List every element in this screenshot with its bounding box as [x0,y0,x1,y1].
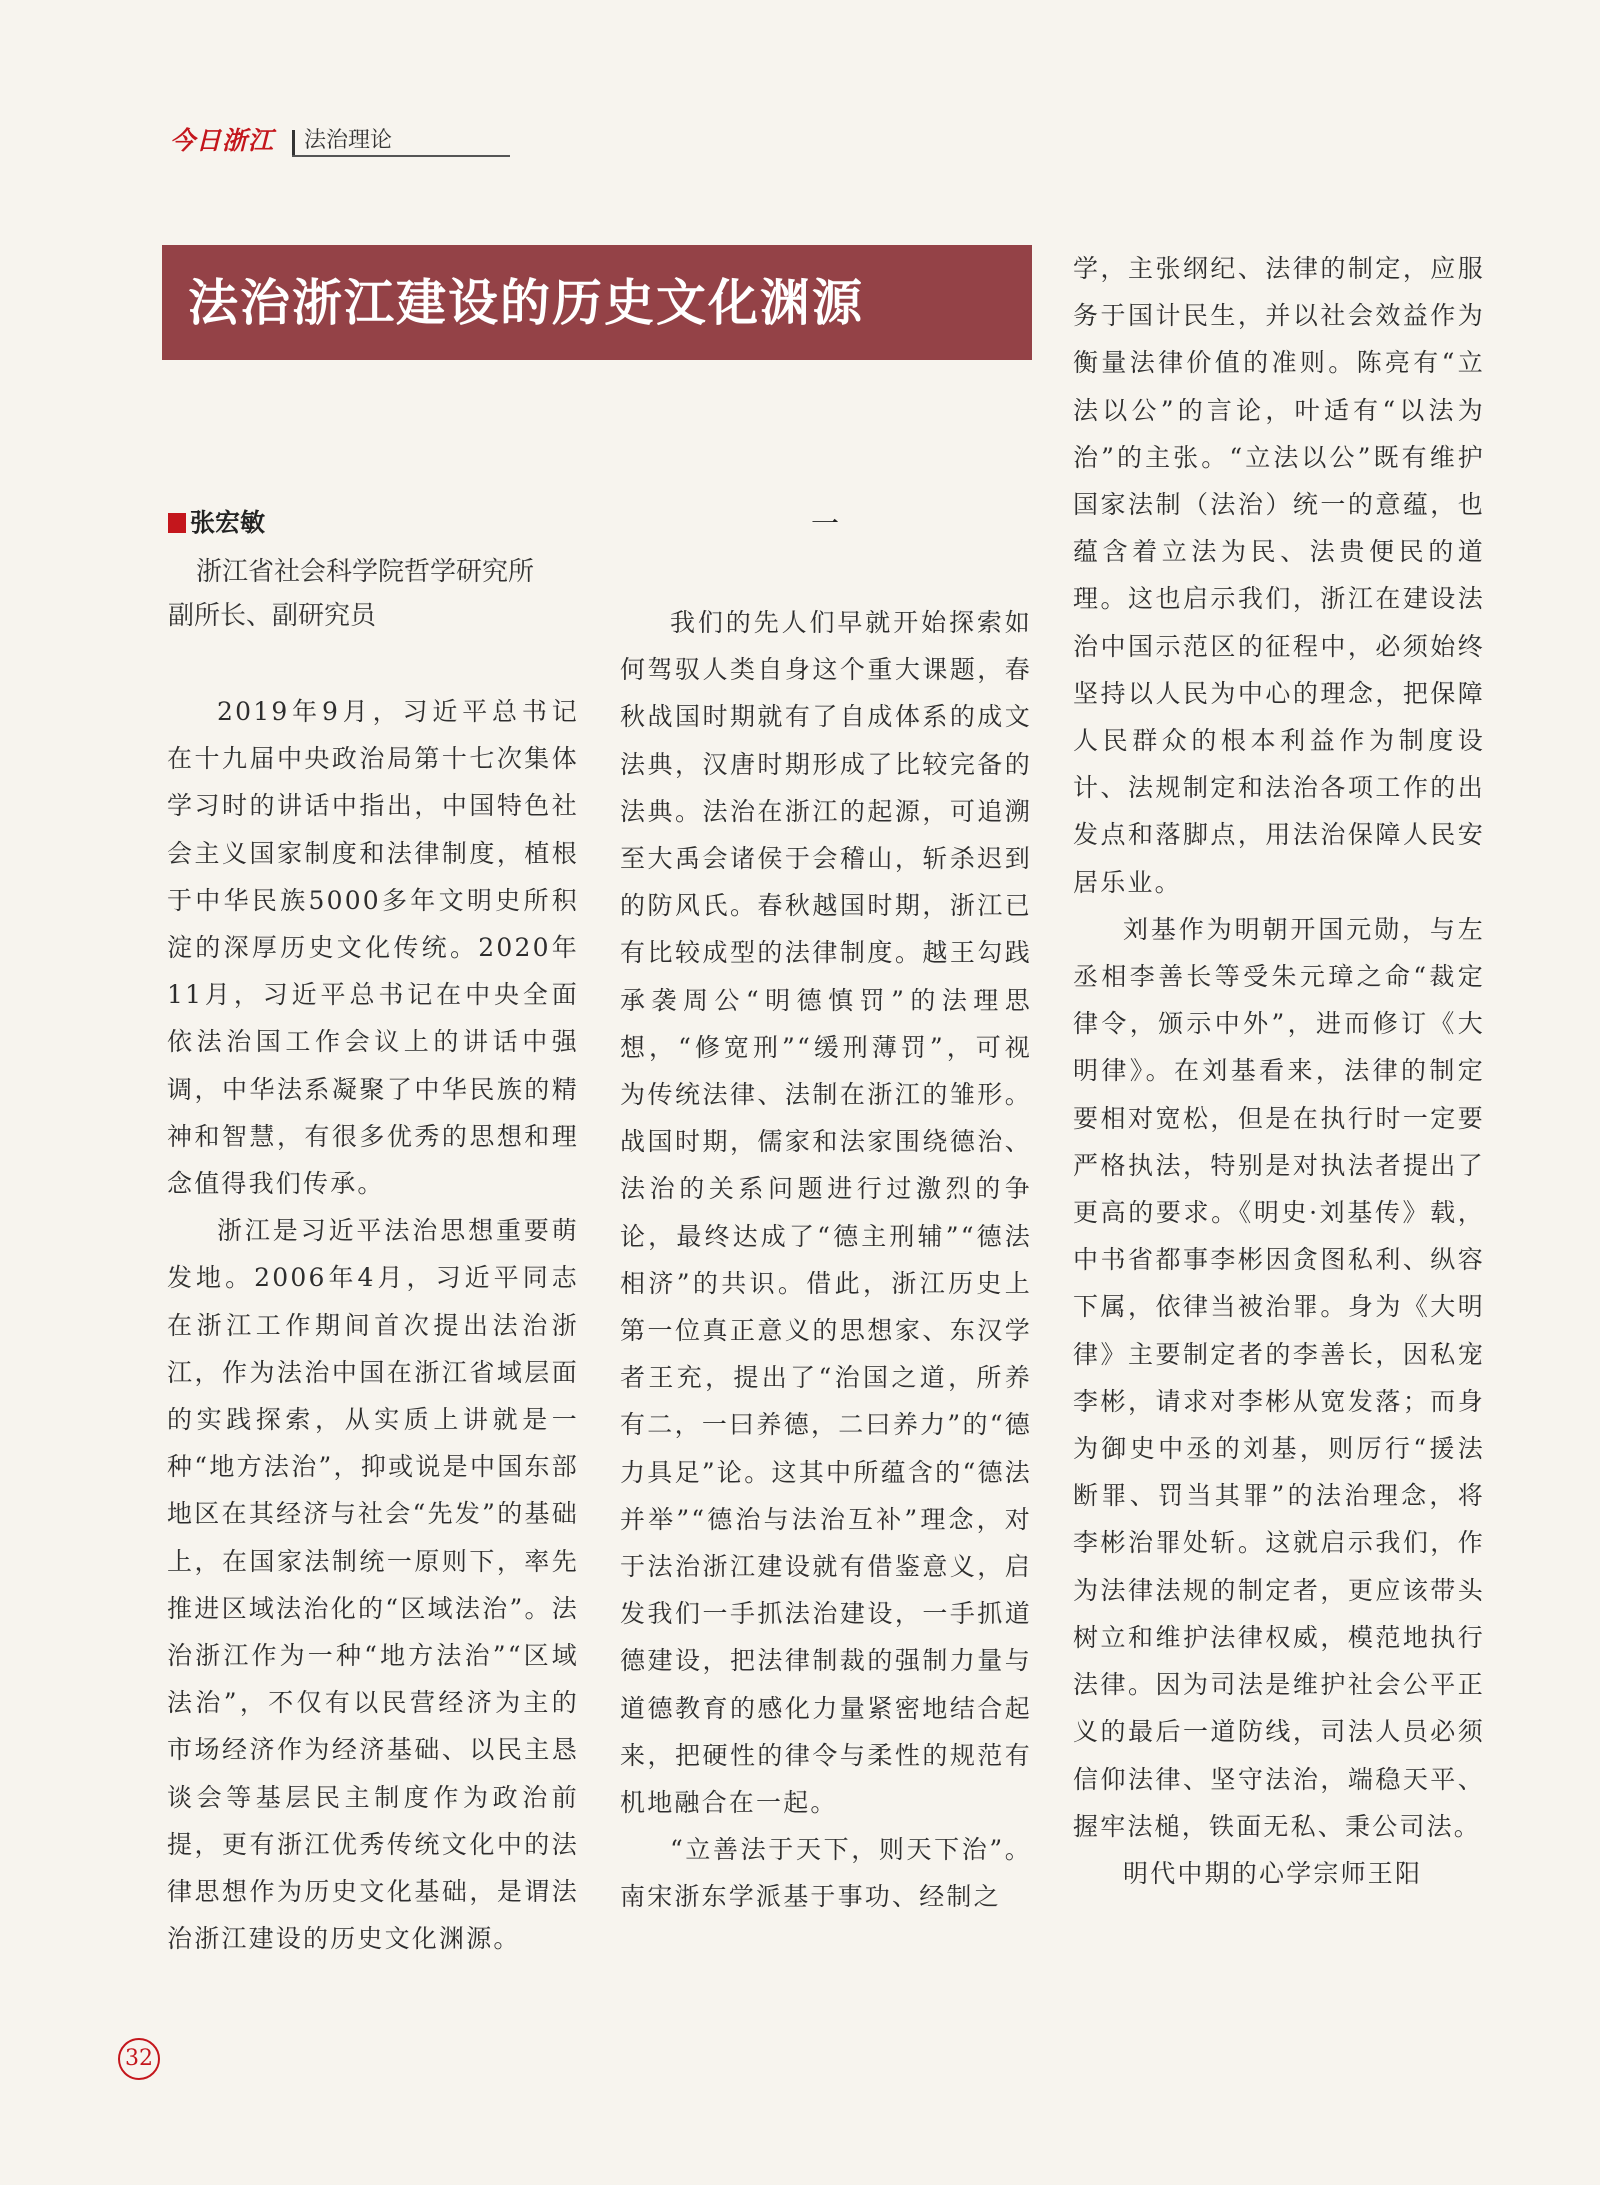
text-column-1 [167,688,579,1962]
red-square-marker [168,513,186,533]
affiliation-line-2: 副所长、副研究员 [168,601,377,631]
section-number: 一 [810,507,839,540]
author-affiliation [168,550,588,638]
author-name: 张宏敏 [190,508,266,537]
paragraph: 明代中期的心学宗师王阳 [1123,1858,1423,1888]
running-header [170,126,510,156]
section-label: 法治理论 [304,128,393,153]
paragraph: 刘基作为明朝开国元勋，与左丞相李善长等受朱元璋之命“裁定律令，颁示中外”，进而修订《大明律》。在刘基看来，法律的制定要相对宽松，但是在执行时一定要严格执法，特别是对执法者提出了更高的要求。《明史·刘基传》载，中书省都事李彬因贪图私利、纵容下属，依律当被治罪。身为《大明律》主要制定者的李善长，因私宠李彬，请求对李彬从宽发落；而身为御史中丞的刘基，则厉行“援法断罪、罚当其罪”的法治理念，将李彬治罪处斩。这就启示我们，作为法律法规的制定者，更应该带头树立和维护法律权威，模范地执行法律。因为司法是维护社会公平正义的最后一道防线，司法人员必须信仰法律、坚守法治，端稳天平、握牢法槌，铁面无私、秉公司法。 [1073,914,1485,1841]
header-divider [292,130,295,155]
text-column-2 [620,599,1032,1921]
paragraph: 浙江是习近平法治思想重要萌发地。2006年4月，习近平同志在浙江工作期间首次提出法治浙江，作为法治中国在浙江省域层面的实践探索，从实质上讲就是一种“地方法治”，抑或说是中国东部地区在其经济与社会“先发”的基础上，在国家法制统一原则下，率先推进区域法治化的“区域法治”。法治浙江作为一种“地方法治”“区域法治”，不仅有以民营经济为主的市场经济作为经济基础、以民主恳谈会等基层民主制度作为政治前提，更有浙江优秀传统文化中的法律思想作为历史文化基础，是谓法治浙江建设的历史文化渊源。 [167,1216,579,1954]
affiliation-line-1: 浙江省社会科学院哲学研究所 [196,557,535,587]
magazine-logo: 今日浙江 [170,126,275,155]
header-underline [292,155,510,157]
paragraph: 学，主张纲纪、法律的制定，应服务于国计民生，并以社会效益作为衡量法律价值的准则。陈亮有“立法以公”的言论，叶适有“以法为治”的主张。“立法以公”既有维护国家法制（法治）统一的意蕴，也蕴含着立法为民、法贵便民的道理。这也启示我们，浙江在建设法治中国示范区的征程中，必须始终坚持以人民为中心的理念，把保障人民群众的根本利益作为制度设计、法规制定和法治各项工作的出发点和落脚点，用法治保障人民安居乐业。 [1073,254,1485,897]
paragraph: “立善法于天下，则天下治”。南宋浙东学派基于事功、经制之 [620,1835,1032,1912]
title-banner [162,245,1032,360]
page-number: 32 [118,2038,160,2080]
paragraph: 2019年9月，习近平总书记在十九届中央政治局第十七次集体学习时的讲话中指出，中国特色社会主义国家制度和法律制度，植根于中华民族5000多年文明史所积淀的深厚历史文化传统。2020年11月，习近平总书记在中央全面依法治国工作会议上的讲话中强调，中华法系凝聚了中华民族的精神和智慧，有很多优秀的思想和理念值得我们传承。 [167,697,579,1199]
article-title: 法治浙江建设的历史文化渊源 [188,273,864,332]
paragraph: 我们的先人们早就开始探索如何驾驭人类自身这个重大课题，春秋战国时期就有了自成体系的成文法典，汉唐时期形成了比较完备的法典。法治在浙江的起源，可追溯至大禹会诸侯于会稽山，斩杀迟到的防风氏。春秋越国时期，浙江已有比较成型的法律制度。越王勾践承袭周公“明德慎罚”的法理思想，“修宽刑”“缓刑薄罚”，可视为传统法律、法制在浙江的雏形。战国时期，儒家和法家围绕德治、法治的关系问题进行过激烈的争论，最终达成了“德主刑辅”“德法相济”的共识。借此，浙江历史上第一位真正意义的思想家、东汉学者王充，提出了“治国之道，所养有二，一曰养德，二曰养力”的“德力具足”论。这其中所蕴含的“德法并举”“德治与法治互补”理念，对于法治浙江建设就有借鉴意义，启发我们一手抓法治建设，一手抓道德建设，把法律制裁的强制力量与道德教育的感化力量紧密地结合起来，把硬性的律令与柔性的规范有机地融合在一起。 [620,608,1032,1818]
text-column-3 [1073,245,1485,1897]
